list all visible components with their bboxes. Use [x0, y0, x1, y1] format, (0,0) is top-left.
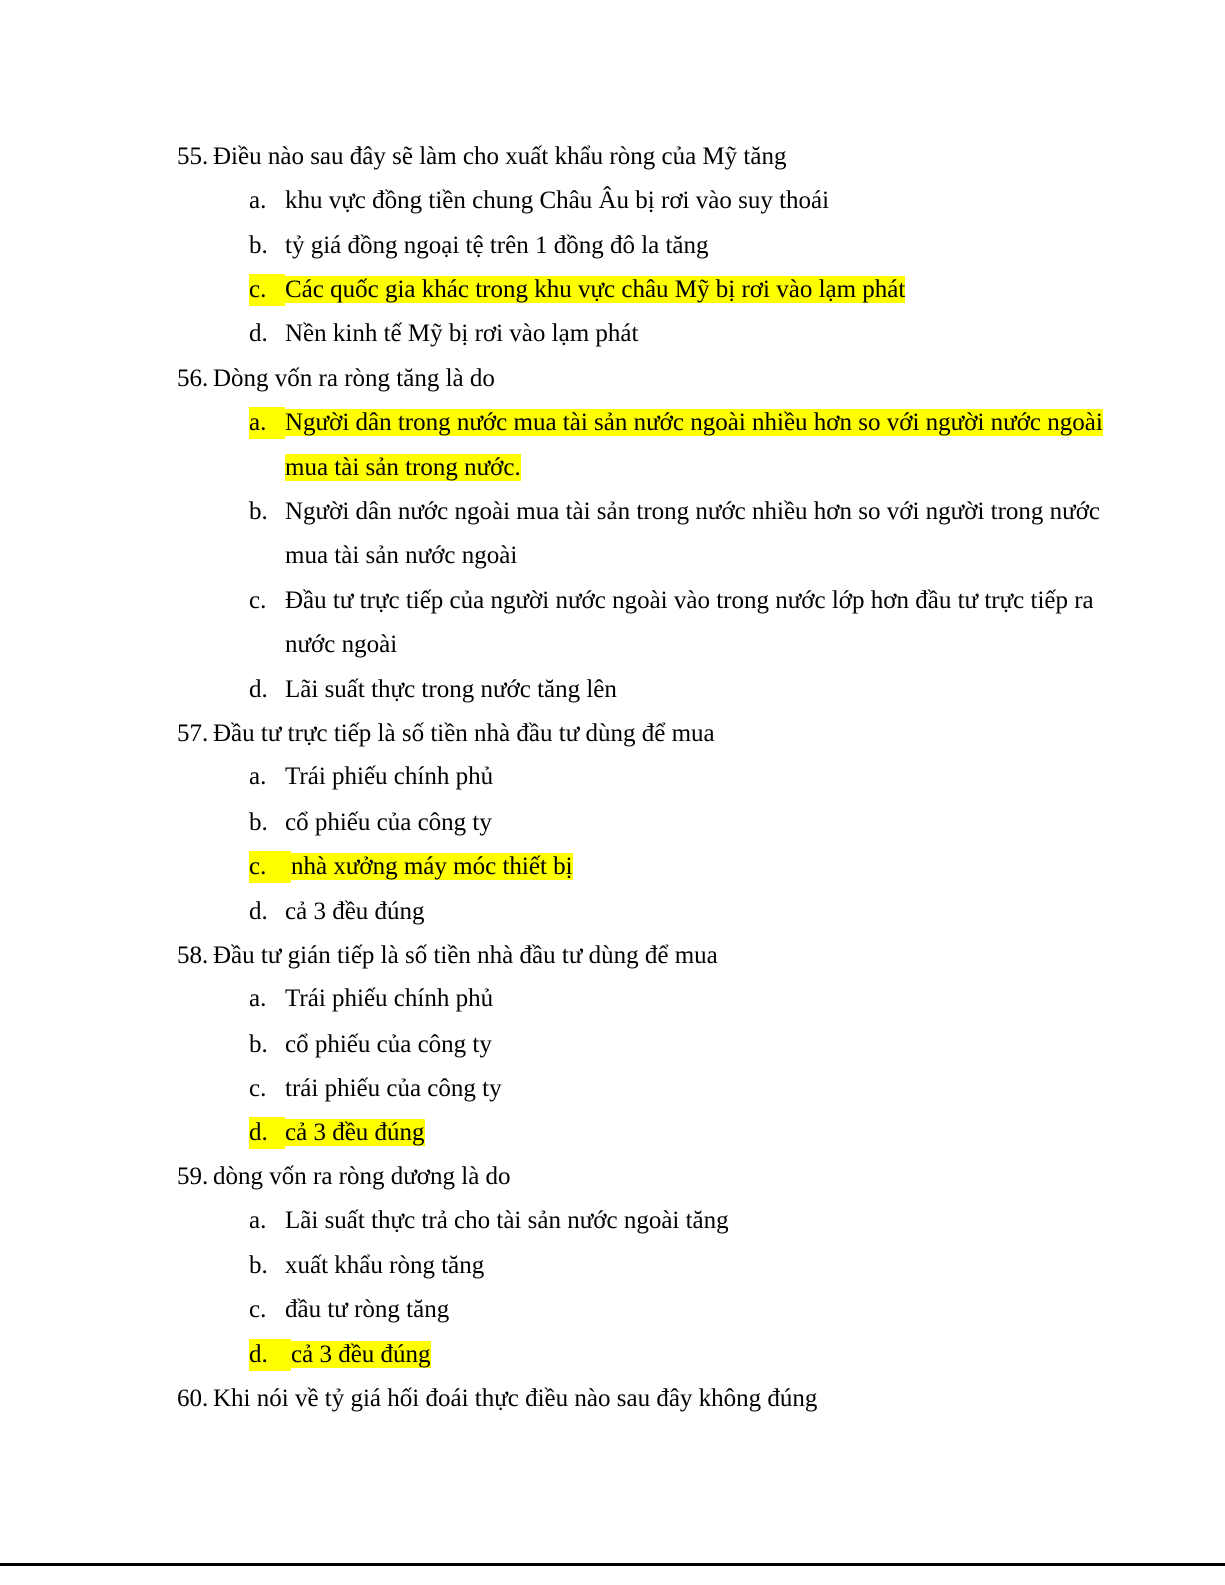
- option-label: d.: [249, 1117, 285, 1149]
- option-56-c-continuation: [285, 629, 397, 661]
- option-58-c: [249, 1073, 502, 1105]
- option-label: b.: [249, 1252, 268, 1279]
- option-text: Trái phiếu chính phủ: [285, 763, 494, 790]
- option-55-c-highlighted: [249, 274, 905, 306]
- question-number: 55.: [177, 143, 209, 170]
- option-text-continued: nước ngoài: [285, 631, 398, 658]
- option-label: b.: [249, 809, 268, 836]
- option-text: Trái phiếu chính phủ: [285, 985, 494, 1012]
- question-58: [177, 941, 718, 971]
- question-55: [177, 142, 786, 172]
- question-text: Khi nói về tỷ giá hối đoái thực điều nào sau đây không đúng: [213, 1385, 818, 1412]
- option-text: đầu tư ròng tăng: [285, 1296, 450, 1323]
- option-text: Đầu tư trực tiếp của người nước ngoài vào trong nước lớp hơn đầu tư trực tiếp ra: [285, 587, 1094, 614]
- option-57-c-highlighted: [249, 851, 573, 883]
- option-label: b.: [249, 1031, 268, 1058]
- option-56-b: [249, 496, 1100, 528]
- option-text: Lãi suất thực trả cho tài sản nước ngoài tăng: [285, 1207, 729, 1234]
- option-59-d-highlighted: [249, 1339, 431, 1371]
- option-58-b: [249, 1029, 492, 1061]
- option-label: d.: [249, 898, 268, 925]
- question-59: [177, 1162, 511, 1192]
- question-number: 59.: [177, 1163, 209, 1190]
- option-text: cả 3 đều đúng: [285, 1119, 425, 1146]
- option-label: a.: [249, 1207, 267, 1234]
- question-57: [177, 719, 715, 749]
- option-label: a.: [249, 985, 267, 1012]
- option-text: nhà xưởng máy móc thiết bị: [291, 853, 573, 880]
- option-text: Người dân trong nước mua tài sản nước ngoài nhiều hơn so với người nước ngoài: [285, 409, 1103, 436]
- option-56-b-continuation: [285, 540, 517, 572]
- option-label: d.: [249, 676, 268, 703]
- option-59-a: [249, 1205, 729, 1237]
- option-text: trái phiếu của công ty: [285, 1075, 502, 1102]
- question-text: Đầu tư gián tiếp là số tiền nhà đầu tư dùng để mua: [213, 942, 718, 969]
- option-text: Nền kinh tế Mỹ bị rơi vào lạm phát: [285, 320, 639, 347]
- option-text: cổ phiếu của công ty: [285, 809, 492, 836]
- option-label: c.: [249, 587, 267, 614]
- option-57-a: [249, 761, 493, 793]
- option-label: c.: [249, 274, 285, 306]
- option-58-d-highlighted: [249, 1117, 425, 1149]
- option-label: a.: [249, 407, 285, 439]
- option-text: cổ phiếu của công ty: [285, 1031, 492, 1058]
- option-57-b: [249, 807, 492, 839]
- option-text-continued: mua tài sản trong nước.: [285, 454, 521, 481]
- option-55-b: [249, 230, 709, 262]
- question-number: 57.: [177, 720, 209, 747]
- option-56-a-continuation: [285, 452, 521, 484]
- option-text: Các quốc gia khác trong khu vực châu Mỹ bị rơi vào lạm phát: [285, 276, 906, 303]
- option-label: c.: [249, 1075, 267, 1102]
- question-text: dòng vốn ra ròng dương là do: [213, 1163, 511, 1190]
- question-number: 60.: [177, 1385, 209, 1412]
- option-text: Lãi suất thực trong nước tăng lên: [285, 676, 617, 703]
- question-text: Đầu tư trực tiếp là số tiền nhà đầu tư dùng để mua: [213, 720, 715, 747]
- option-text: tỷ giá đồng ngoại tệ trên 1 đồng đô la tăng: [285, 232, 709, 259]
- option-text: khu vực đồng tiền chung Châu Âu bị rơi vào suy thoái: [285, 187, 830, 214]
- option-56-a-highlighted: [249, 407, 1103, 439]
- option-58-a: [249, 983, 493, 1015]
- option-label: b.: [249, 232, 268, 259]
- question-56: [177, 364, 495, 394]
- option-label: d.: [249, 1339, 291, 1371]
- question-text: Dòng vốn ra ròng tăng là do: [213, 365, 495, 392]
- option-label: a.: [249, 763, 267, 790]
- question-number: 56.: [177, 365, 209, 392]
- option-55-d: [249, 318, 638, 350]
- option-56-d: [249, 674, 617, 706]
- option-label: b.: [249, 498, 268, 525]
- question-text: Điều nào sau đây sẽ làm cho xuất khẩu ròng của Mỹ tăng: [213, 143, 787, 170]
- option-57-d: [249, 896, 425, 928]
- question-60: [177, 1384, 817, 1414]
- option-text: cả 3 đều đúng: [285, 898, 425, 925]
- option-56-c: [249, 585, 1094, 617]
- option-text-continued: mua tài sản nước ngoài: [285, 542, 518, 569]
- option-59-b: [249, 1250, 484, 1282]
- option-label: d.: [249, 320, 268, 347]
- option-59-c: [249, 1294, 449, 1326]
- option-label: c.: [249, 851, 291, 883]
- option-label: a.: [249, 187, 267, 214]
- option-label: c.: [249, 1296, 267, 1323]
- option-55-a: [249, 185, 829, 217]
- option-text: Người dân nước ngoài mua tài sản trong nước nhiều hơn so với người trong nước: [285, 498, 1101, 525]
- page-bottom-border: [0, 1563, 1225, 1566]
- question-number: 58.: [177, 942, 209, 969]
- option-text: cả 3 đều đúng: [291, 1341, 431, 1368]
- option-text: xuất khẩu ròng tăng: [285, 1252, 485, 1279]
